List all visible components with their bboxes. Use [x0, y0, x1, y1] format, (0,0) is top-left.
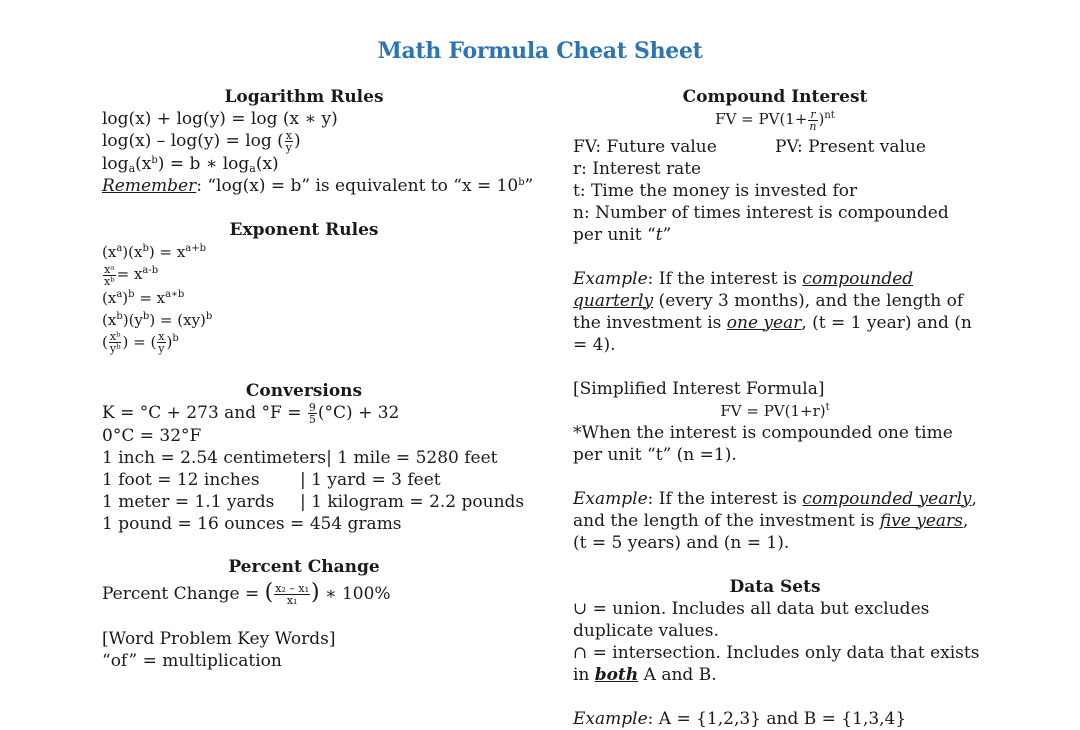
percent-change-formula: Percent Change = ( $\frac{\text{x₂ – x₁}}{\text{x₁}}$ ) ∗ 100% [102, 580, 391, 607]
left-column [102, 86, 534, 672]
conversion-row: 1 inch = 2.54 centimeters| 1 mile = 5280 feet [102, 448, 498, 468]
log-rule-power: $\log_a(x^b) = b$ ∗ $\log_a(x)$ [102, 154, 279, 175]
exponent-rules-section [102, 219, 522, 354]
union-definition: ∪ = union. Includes all data but excludes duplicate values. [573, 598, 930, 641]
simplified-formula: FV = $PV(1+r)^t$ [720, 401, 830, 420]
logarithm-rules-section [102, 86, 534, 197]
t-definition: t: Time the money is invested for [573, 180, 858, 201]
temperature-conversion: K = °C + 273 and °F = $\frac{9}{5}$ (°C) + 32 [102, 401, 400, 426]
r-definition: r: Interest rate [573, 158, 702, 179]
fraction: $\frac{x}{y}$ [285, 129, 292, 154]
log-rule-quotient: log(x) – log(y) = log ( $\frac{x}{y}$ ) [102, 129, 301, 154]
exp-rule-quotient: $\frac{\text{xᵃ}}{\text{xᵇ}}$ = $x^{a-b}$ [104, 262, 159, 288]
pound-conversion: 1 pound = 16 ounces = 454 grams [102, 514, 402, 534]
yearly-example: Example: If the interest is compounded yearly, and the length of the investment is five years, (t = 5 years) and (n = 1). [573, 488, 977, 553]
conversions-heading: Conversions [245, 381, 363, 401]
data-sets-section [573, 576, 983, 730]
keyword-of: “of” = multiplication [102, 651, 282, 671]
exp-rule-power: $(x^a)^b = x^{a∗b}$ [102, 288, 185, 307]
n-definition: n: Number of times interest is compounded per unit “t” [573, 202, 949, 245]
percent-heading: Percent Change [228, 557, 380, 577]
page-title: Math Formula Cheat Sheet [377, 38, 703, 64]
conversion-row: 1 meter = 1.1 yards | 1 kilogram = 2.2 pounds [102, 492, 525, 512]
simplified-heading: [Simplified Interest Formula] [573, 378, 825, 399]
fv-pv-definitions: FV: Future value PV: Present value [573, 136, 926, 157]
logarithm-heading: Logarithm Rules [224, 87, 384, 107]
intersection-definition: ∩ = intersection. Includes only data that exists in both A and B. [573, 642, 980, 685]
right-column [573, 86, 983, 730]
conversion-row: 1 foot = 12 inches | 1 yard = 3 feet [102, 470, 441, 490]
simplified-note: *When the interest is compounded one time per unit “t” (n =1). [573, 422, 953, 465]
exp-rule-product-power: $(x^b)(y^b) = (xy)^b$ [102, 310, 213, 329]
compound-formula: FV = PV(1+ $\frac{r}{n}$ )$^{nt}$ [715, 107, 835, 133]
log-rule-product: log(x) + log(y) = log (x ∗ y) [102, 109, 338, 129]
percent-change-section [102, 556, 522, 606]
conversions-section [102, 380, 525, 535]
keywords-heading: [Word Problem Key Words] [102, 629, 336, 649]
datasets-heading: Data Sets [729, 576, 821, 597]
freezing-point: 0°C = 32°F [102, 426, 202, 446]
exp-rule-product: $(x^a)(x^b) = x^{a+b}$ [102, 243, 207, 261]
compound-interest-section [573, 86, 983, 554]
exp-rule-quotient-power: ( $\frac{\text{xᵇ}}{\text{yᵇ}}$ ) = ( $\frac{x}{y}$ )$^b$ [102, 330, 179, 355]
compound-heading: Compound Interest [682, 87, 868, 107]
datasets-example: Example: A = {1,2,3} and B = {1,3,4} [573, 708, 907, 729]
exponent-heading: Exponent Rules [229, 220, 379, 240]
word-problem-section [102, 628, 522, 672]
quarterly-example: Example: If the interest is compounded quarterly (every 3 months), and the length of the investment is one year, (t = 1 year) and (n = 4). [573, 268, 972, 355]
log-remember-note: Remember: “log(x) = b” is equivalent to “$x = 10^b$” [102, 176, 534, 196]
